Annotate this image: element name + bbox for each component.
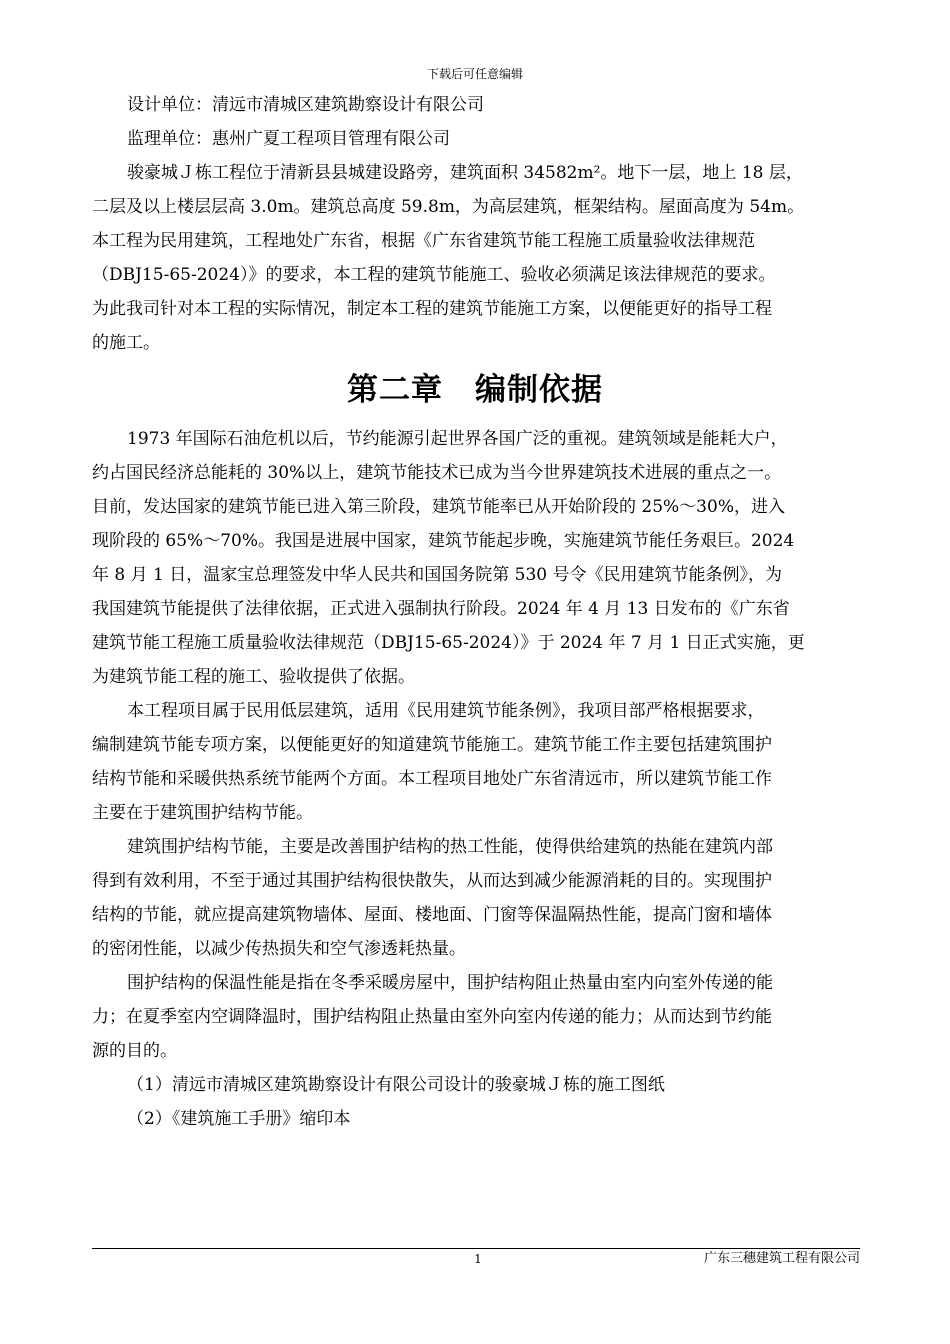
paragraph-line: 主要在于建筑围护结构节能。 <box>92 803 313 823</box>
page-number: 1 <box>474 1252 482 1266</box>
basis-list-item: （2）《建筑施工手册》缩印本 <box>127 1109 351 1129</box>
header-note: 下载后可任意编辑 <box>426 67 523 81</box>
paragraph-line: 的密闭性能，以减少传热损失和空气渗透耗热量。 <box>92 939 466 959</box>
supervision-unit-line: 监理单位：惠州广夏工程项目管理有限公司 <box>127 129 450 149</box>
paragraph-line: 建筑围护结构节能，主要是改善围护结构的热工性能，使得供给建筑的热能在建筑内部 <box>127 837 773 857</box>
basis-list-item: （1）清远市清城区建筑勘察设计有限公司设计的骏豪城Ｊ栋的施工图纸 <box>127 1075 665 1095</box>
paragraph-line: 本工程为民用建筑，工程地处广东省，根据《广东省建筑节能工程施工质量验收法律规范 <box>92 231 755 251</box>
paragraph-line: 为建筑节能工程的施工、验收提供了依据。 <box>92 667 415 687</box>
paragraph-line: （DBJ15-65-2024）》的要求，本工程的建筑节能施工、验收必须满足该法律规范的要求。 <box>92 265 776 285</box>
paragraph-energy-crisis <box>92 422 858 694</box>
paragraph-line: 建筑节能工程施工质量验收法律规范（DBJ15-65-2024）》于 2024 年 7 月 1 日正式实施，更 <box>92 633 805 653</box>
paragraph-line: 约占国民经济总能耗的 30%以上，建筑节能技术已成为当今世界建筑技术进展的重点之一。 <box>92 463 782 483</box>
design-unit-line: 设计单位：清远市清城区建筑勘察设计有限公司 <box>127 95 484 115</box>
footer-company-name: 广东三穗建筑工程有限公司 <box>703 1251 860 1266</box>
paragraph-line: 现阶段的 65%～70%。我国是进展中国家，建筑节能起步晚，实施建筑节能任务艰巨。2024 <box>92 531 795 551</box>
paragraph-line: 二层及以上楼层层高 3.0m。建筑总高度 59.8m，为高层建筑，框架结构。屋面高度为 54m。 <box>92 197 805 217</box>
paragraph-line: 结构节能和采暖供热系统节能两个方面。本工程项目地处广东省清远市，所以建筑节能工作 <box>92 769 772 789</box>
paragraph-line: 目前，发达国家的建筑节能已进入第三阶段，建筑节能率已从开始阶段的 25%～30%，进入 <box>92 497 785 517</box>
paragraph-line: 得到有效利用，不至于通过其围护结构很快散失，从而达到减少能源消耗的目的。实现围护 <box>92 871 772 891</box>
paragraph-line: 的施工。 <box>92 333 160 353</box>
paragraph-project-scope <box>92 694 858 830</box>
paragraph-line: 力；在夏季室内空调降温时，围护结构阻止热量由室外向室内传递的能力；从而达到节约能 <box>92 1007 772 1027</box>
paragraph-line: 本工程项目属于民用低层建筑，适用《民用建筑节能条例》，我项目部严格根据要求， <box>127 701 765 721</box>
paragraph-line: 我国建筑节能提供了法律依据，正式进入强制执行阶段。2024 年 4 月 13 日发布的《广东省 <box>92 599 790 619</box>
chapter-title: 第二章 编制依据 <box>347 372 603 408</box>
paragraph-line: 1973 年国际石油危机以后，节约能源引起世界各国广泛的重视。建筑领域是能耗大户， <box>127 429 788 449</box>
paragraph-envelope-energy <box>92 830 858 966</box>
document-body <box>92 88 858 1136</box>
paragraph-line: 围护结构的保温性能是指在冬季采暖房屋中，围护结构阻止热量由室内向室外传递的能 <box>127 973 773 993</box>
paragraph-line: 年 8 月 1 日，温家宝总理签发中华人民共和国国务院第 530 号令《民用建筑节能条例》，为 <box>92 565 783 585</box>
basis-list <box>92 1068 858 1136</box>
paragraph-line: 编制建筑节能专项方案，以便能更好的知道建筑节能施工。建筑节能工作主要包括建筑围护 <box>92 735 772 755</box>
footer-divider <box>92 1248 860 1249</box>
intro-paragraph <box>92 156 858 360</box>
paragraph-line: 为此我司针对本工程的实际情况，制定本工程的建筑节能施工方案，以便能更好的指导工程 <box>92 299 772 319</box>
paragraph-line: 源的目的。 <box>92 1041 177 1061</box>
paragraph-line: 结构的节能，就应提高建筑物墙体、屋面、楼地面、门窗等保温隔热性能，提高门窗和墙体 <box>92 905 772 925</box>
paragraph-insulation <box>92 966 858 1068</box>
paragraph-line: 骏豪城Ｊ栋工程位于清新县县城建设路旁，建筑面积 34582m²。地下一层，地上 18 层， <box>127 163 803 183</box>
